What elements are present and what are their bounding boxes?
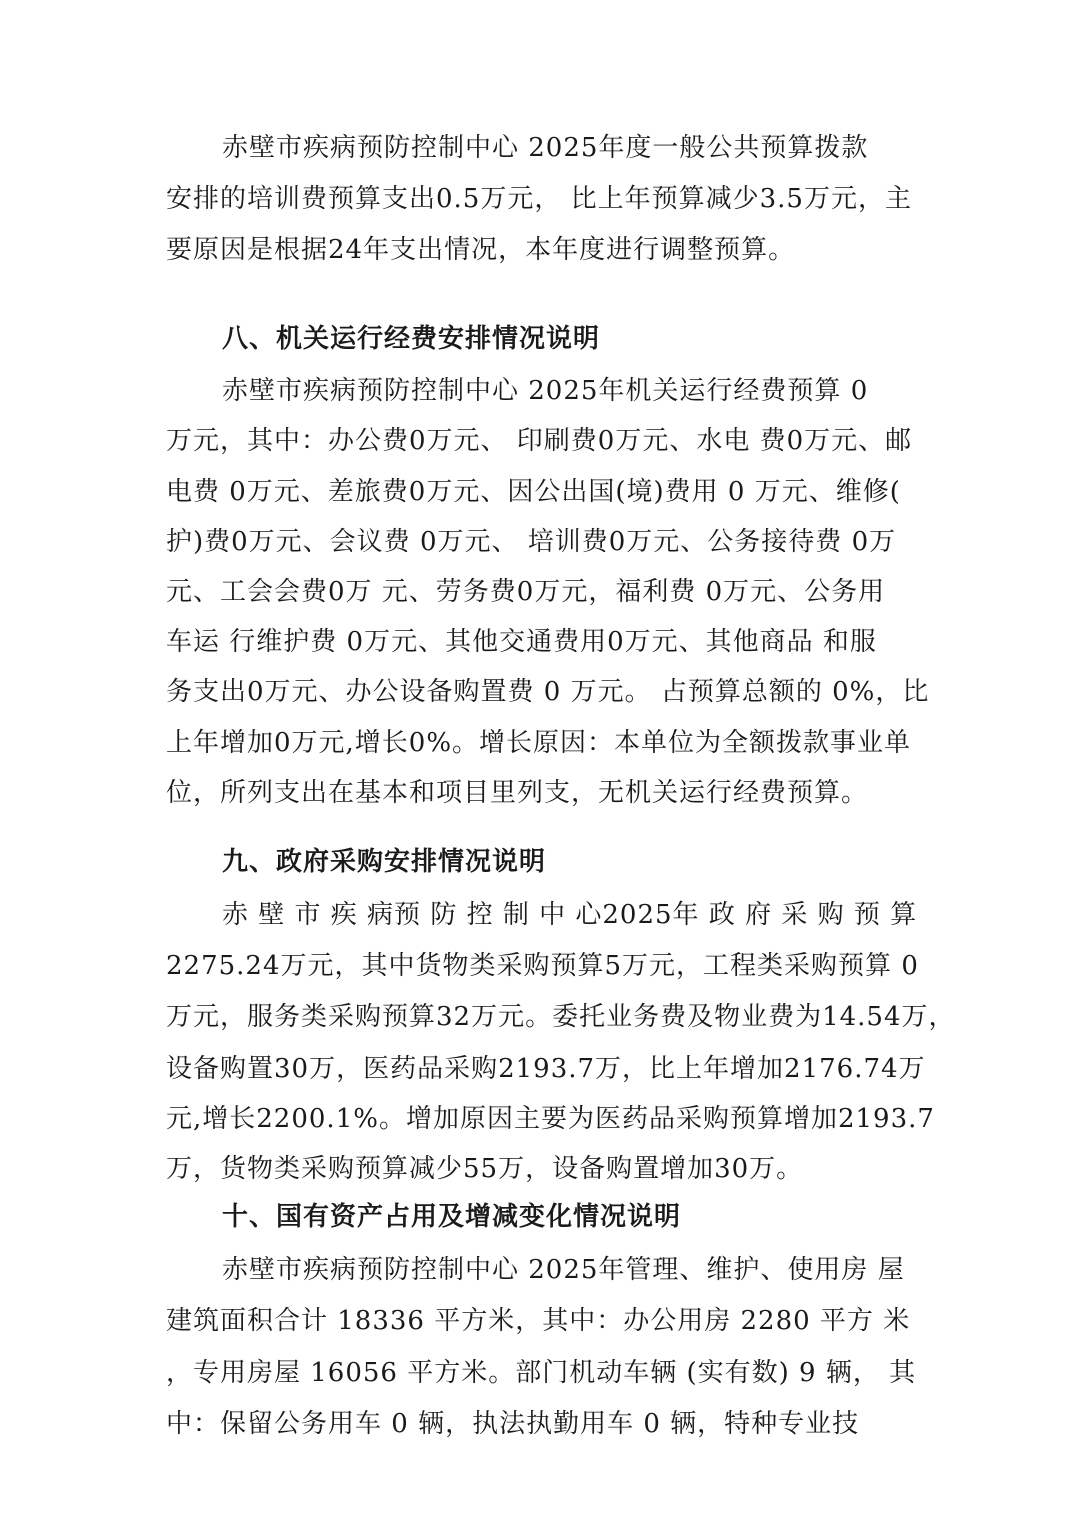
section-10-line-1: 赤壁市疾病预防控制中心 2025年管理、维护、使用房 屋 xyxy=(222,1255,905,1285)
section-8-line-8: 上年增加0万元,增长0%。增长原因：本单位为全额拨款事业单 xyxy=(166,728,912,758)
section-8-line-1: 赤壁市疾病预防控制中心 2025年机关运行经费预算 0 xyxy=(222,376,869,406)
section-8-line-3: 电费 0万元、差旅费0万元、因公出国(境)费用 0 万元、维修( xyxy=(166,477,901,507)
section-10-line-2: 建筑面积合计 18336 平方米，其中：办公用房 2280 平方 米 xyxy=(166,1306,911,1336)
section-8-line-2: 万元，其中：办公费0万元、 印刷费0万元、水电 费0万元、邮 xyxy=(166,426,913,456)
section-8-line-9: 位，所列支出在基本和项目里列支，无机关运行经费预算。 xyxy=(166,778,869,808)
section-8-line-5: 元、工会会费0万 元、劳务费0万元，福利费 0万元、公务用 xyxy=(166,577,886,607)
section-9-line-4: 设备购置30万，医药品采购2193.7万，比上年增加2176.74万 xyxy=(166,1054,926,1084)
section-9-line-6: 万，货物类采购预算减少55万，设备购置增加30万。 xyxy=(166,1154,804,1184)
training-para-line-1: 赤壁市疾病预防控制中心 2025年度一般公共预算拨款 xyxy=(222,133,869,163)
section-8-line-6: 车运 行维护费 0万元、其他交通费用0万元、其他商品 和服 xyxy=(166,627,877,657)
section-9-line-5: 元,增长2200.1%。增加原因主要为医药品采购预算增加2193.7 xyxy=(166,1104,935,1134)
section-10-line-3: ，专用房屋 16056 平方米。部门机动车辆 (实有数) 9 辆， 其 xyxy=(166,1358,917,1388)
section-9-line-2: 2275.24万元，其中货物类采购预算5万元，工程类采购预算 0 xyxy=(166,951,919,981)
section-8-line-4: 护)费0万元、会议费 0万元、 培训费0万元、公务接待费 0万 xyxy=(166,527,897,557)
training-para-line-3: 要原因是根据24年支出情况，本年度进行调整预算。 xyxy=(166,235,796,265)
section-9-line-1: 赤 壁 市 疾 病预 防 控 制 中 心2025年 政 府 采 购 预 算 xyxy=(222,900,918,930)
section-8-line-7: 务支出0万元、办公设备购置费 0 万元。 占预算总额的 0%，比 xyxy=(166,677,930,707)
section-9-line-3: 万元，服务类采购预算32万元。委托业务费及物业费为14.54万， xyxy=(166,1002,956,1032)
training-para-line-2: 安排的培训费预算支出0.5万元， 比上年预算减少3.5万元，主 xyxy=(166,184,912,214)
section-9-heading: 九、政府采购安排情况说明 xyxy=(222,847,547,877)
section-10-heading: 十、国有资产占用及增减变化情况说明 xyxy=(222,1202,682,1232)
section-8-heading: 八、机关运行经费安排情况说明 xyxy=(222,324,601,354)
section-10-line-4: 中：保留公务用车 0 辆，执法执勤用车 0 辆，特种专业技 xyxy=(166,1409,860,1439)
